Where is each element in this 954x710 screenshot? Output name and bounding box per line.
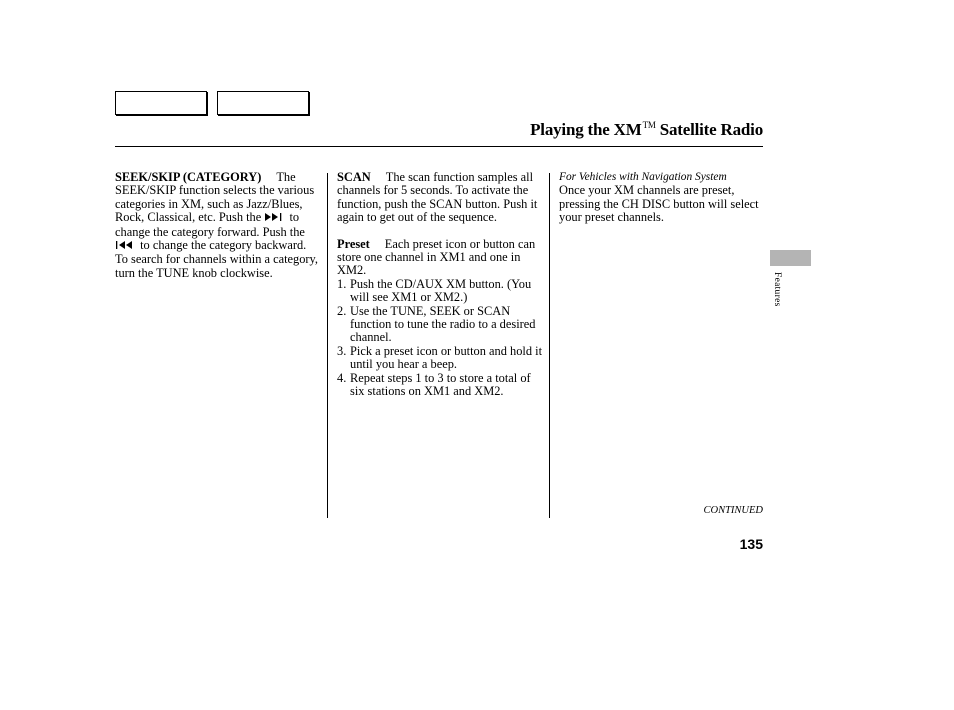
column-navigation-note (559, 171, 759, 225)
skip-back-icon (115, 240, 137, 253)
column-scan-preset (337, 171, 543, 399)
scan-text: The scan function samples all channels for 5 seconds. To activate the function, push the SCAN button. Push it again to get out of the sequence. (337, 170, 538, 225)
seek-skip-text-3: to change the category backward. To search for channels within a category, turn the TUNE knob clockwise. (115, 238, 319, 280)
step-number: 4. (337, 370, 347, 385)
preset-text: Each preset icon or button can store one channel in XM1 and one in XM2. (337, 236, 536, 278)
title-rest: Satellite Radio (655, 120, 763, 139)
page-number: 135 (739, 536, 763, 552)
page-title (530, 120, 763, 140)
seek-skip-paragraph (115, 171, 319, 280)
header-rule (115, 146, 763, 147)
seek-skip-text-1: The SEEK/SKIP function selects the various categories in XM, such as Jazz/Blues, Rock, Classical, etc. Push the (115, 170, 315, 225)
navigation-note: For Vehicles with Navigation System (559, 171, 727, 183)
seek-skip-heading: SEEK/SKIP (CATEGORY) (115, 170, 262, 184)
title-main: Playing the XM (530, 120, 642, 139)
scan-heading: SCAN (337, 170, 371, 184)
preset-steps-list (337, 278, 543, 399)
step-number: 2. (337, 303, 347, 318)
list-item (337, 278, 543, 305)
continued-label: CONTINUED (703, 505, 763, 516)
step-number: 3. (337, 343, 347, 358)
column-seek-skip (115, 171, 319, 280)
preset-heading: Preset (337, 236, 370, 251)
column-divider-2 (549, 173, 550, 518)
scan-paragraph (337, 171, 543, 225)
step-text: Use the TUNE, SEEK or SCAN function to tune the radio to a desired channel. (350, 303, 536, 345)
skip-forward-icon (264, 212, 286, 225)
step-text: Repeat steps 1 to 3 to store a total of six stations on XM1 and XM2. (350, 370, 531, 399)
column-divider-1 (327, 173, 328, 518)
list-item (337, 372, 543, 399)
trademark-mark: TM (642, 120, 656, 130)
step-text: Push the CD/AUX XM button. (You will see XM1 or XM2.) (350, 276, 532, 305)
nav-box-left[interactable] (115, 91, 207, 115)
step-text: Pick a preset icon or button and hold it until you hear a beep. (350, 343, 543, 372)
list-item (337, 345, 543, 372)
features-side-label: Features (772, 272, 782, 307)
navigation-text: Once your XM channels are preset, pressing the CH DISC button will select your preset channels. (559, 183, 759, 225)
list-item (337, 305, 543, 345)
preset-paragraph (337, 238, 543, 278)
nav-box-right[interactable] (217, 91, 309, 115)
step-number: 1. (337, 276, 347, 291)
seek-skip-text-2: to change the category forward. Push the (115, 210, 305, 239)
features-tab[interactable] (770, 250, 811, 266)
